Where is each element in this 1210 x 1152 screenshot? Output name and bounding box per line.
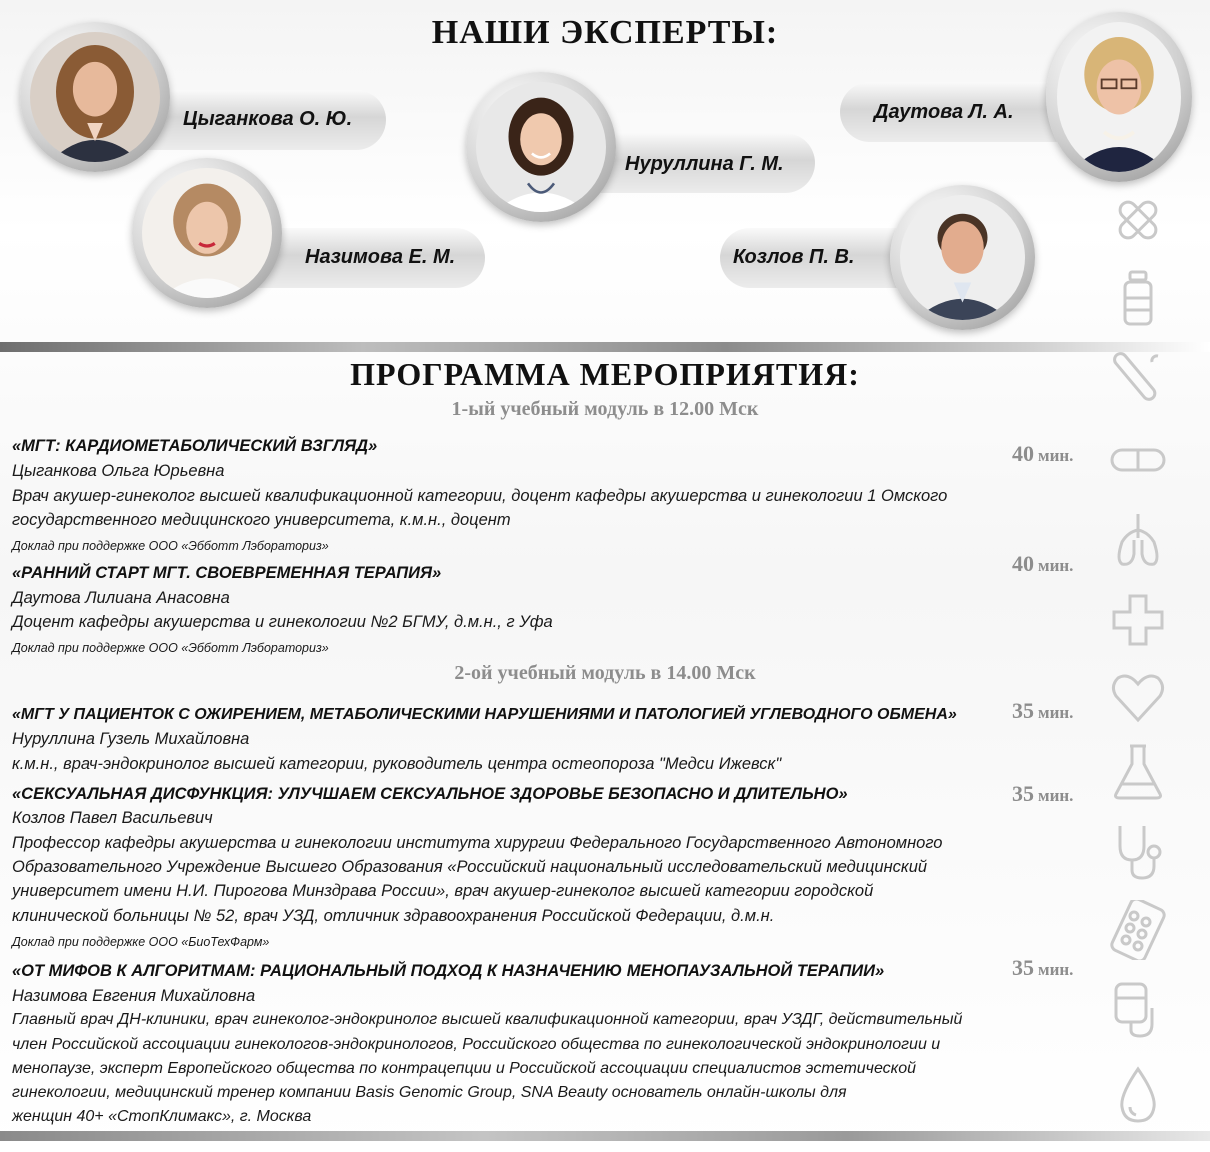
talk-description-line: Главный врач ДН-клиники, врач гинеколог-эндокринолог высшей квалификационной категории, врач УЗДГ, действительный	[12, 1011, 963, 1028]
avatar	[142, 168, 272, 298]
heart-icon	[1108, 668, 1168, 728]
talk-title: «ОТ МИФОВ К АЛГОРИТМАМ: РАЦИОНАЛЬНЫЙ ПОДХОД К НАЗНАЧЕНИЮ МЕНОПАУЗАЛЬНОЙ ТЕРАПИИ»	[12, 962, 885, 980]
talk-speaker: Назимова Евгения Михайловна	[12, 987, 256, 1005]
module-label: 1-ый учебный модуль в 12.00 Мск	[451, 398, 759, 420]
talk-duration: 35 мин.	[1012, 698, 1074, 723]
experts-title: НАШИ ЭКСПЕРТЫ:	[431, 14, 779, 51]
stethoscope-icon	[1108, 822, 1168, 882]
avatar	[476, 82, 606, 212]
pill-blister-icon	[1108, 900, 1168, 960]
talk-duration: 40 мин.	[1012, 441, 1074, 466]
avatar	[900, 195, 1025, 320]
talk-description-line: Профессор кафедры акушерства и гинекологии института хирургии Федерального Государственного Автономного	[12, 834, 943, 852]
capsule-icon	[1108, 430, 1168, 490]
talk-description-line: Врач акушер-гинеколог высшей квалификационной категории, доцент кафедры акушерства и гинекологии 1 Омского	[12, 487, 948, 505]
bandage-icon	[1108, 190, 1168, 250]
drop-icon	[1108, 1065, 1168, 1125]
module-label: 2-ой учебный модуль в 14.00 Мск	[454, 662, 756, 684]
avatar	[30, 32, 160, 162]
talk-description-line: менопаузе, эксперт Европейского общества по контрацепции и Российской ассоциации специалистов эстетической	[12, 1060, 917, 1077]
expert-name: Цыганкова О. Ю.	[183, 108, 353, 130]
bottom-divider	[0, 1131, 1210, 1141]
talk-duration: 35 мин.	[1012, 781, 1074, 806]
talk-speaker: Нуруллина Гузель Михайловна	[12, 730, 250, 748]
talk-title: «МГТ: КАРДИОМЕТАБОЛИЧЕСКИЙ ВЗГЛЯД»	[12, 437, 378, 455]
talk-title: «СЕКСУАЛЬНАЯ ДИСФУНКЦИЯ: УЛУЧШАЕМ СЕКСУАЛЬНОЕ ЗДОРОВЬЕ БЕЗОПАСНО И ДЛИТЕЛЬНО»	[12, 785, 848, 803]
expert-name: Назимова Е. М.	[305, 246, 456, 268]
talk-description-line: университет имени Н.И. Пирогова Минздрава России», врач акушер-гинеколог высшей категории городской	[12, 882, 874, 900]
talk-speaker: Цыганкова Ольга Юрьевна	[12, 462, 225, 480]
expert-name: Даутова Л. А.	[874, 101, 1014, 123]
flask-icon	[1108, 742, 1168, 802]
talk-duration: 40 мин.	[1012, 551, 1074, 576]
iv-bag-icon	[1108, 980, 1168, 1040]
talk-speaker: Даутова Лилиана Анасовна	[12, 589, 230, 607]
program-title: ПРОГРАММА МЕРОПРИЯТИЯ:	[350, 356, 860, 392]
talk-description-line: государственного медицинского университета, к.м.н., доцент	[12, 511, 511, 529]
pill-bottle-icon	[1108, 268, 1168, 328]
expert-name: Нуруллина Г. М.	[625, 153, 784, 175]
talk-duration: 35 мин.	[1012, 955, 1074, 980]
talk-description-line: клинической больницы № 52, врач УЗД, отличник здравоохранения Российской Федерации, д.м.н.	[12, 907, 775, 925]
medical-cross-icon	[1108, 590, 1168, 650]
talk-description-line: член Российской ассоциации гинекологов-эндокринологов, Российского общества по гинекологической эндокринологии и	[12, 1036, 941, 1053]
lungs-icon	[1108, 510, 1168, 570]
talk-title: «МГТ У ПАЦИЕНТОК С ОЖИРЕНИЕМ, МЕТАБОЛИЧЕСКИМИ НАРУШЕНИЯМИ И ПАТОЛОГИЕЙ УГЛЕВОДНОГО ОБМЕНА»	[12, 706, 957, 723]
talk-speaker: Козлов Павел Васильевич	[12, 809, 213, 827]
talk-title: «РАННИЙ СТАРТ МГТ. СВОЕВРЕМЕННАЯ ТЕРАПИЯ»	[12, 564, 442, 582]
thermometer-icon	[1108, 352, 1168, 412]
talk-description-line: женщин 40+ «СтопКлимакс», г. Москва	[12, 1108, 312, 1125]
talk-sponsor: Доклад при поддержке ООО «БиоТехФарм»	[12, 935, 270, 949]
expert-name: Козлов П. В.	[733, 246, 855, 268]
talk-description-line: Доцент кафедры акушерства и гинекологии №2 БГМУ, д.м.н., г Уфа	[12, 613, 553, 631]
talk-description-line: к.м.н., врач-эндокринолог высшей категории, руководитель центра остеопороза "Медси Ижевск"	[12, 755, 782, 773]
avatar	[1057, 22, 1181, 172]
section-divider	[0, 342, 1210, 352]
talk-description-line: Образовательного Учреждение Высшего Образования «Российский национальный исследовательский медицинский	[12, 858, 928, 876]
talk-sponsor: Доклад при поддержке ООО «Эбботт Лэбораториз»	[12, 539, 329, 553]
talk-sponsor: Доклад при поддержке ООО «Эбботт Лэбораториз»	[12, 641, 329, 655]
talk-description-line: гинекологии, медицинский тренер компании Basis Genomic Group, SNA Beauty основатель онлайн-школы для	[12, 1084, 847, 1101]
